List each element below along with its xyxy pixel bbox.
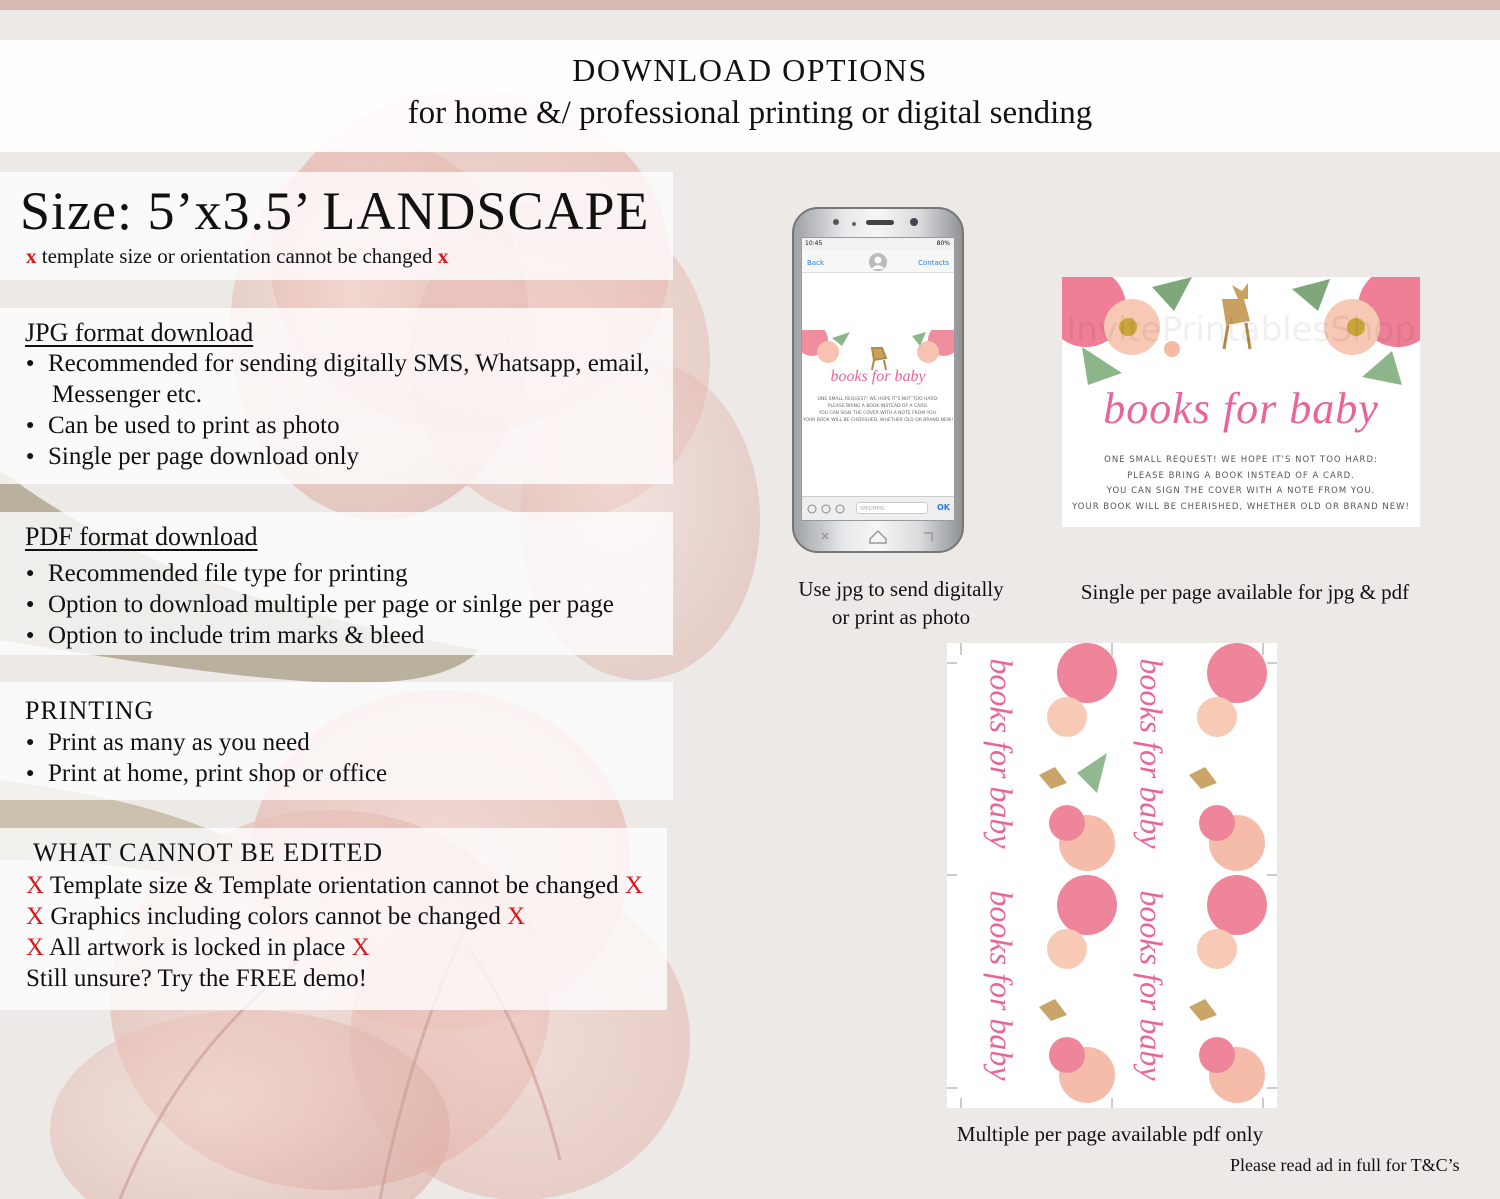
mini-card-line: YOUR BOOK WILL BE CHERISHED, WHETHER OLD OR BRAND NEW! (802, 418, 954, 423)
single-card-preview (1062, 277, 1420, 527)
red-x-icon: X (26, 872, 45, 899)
multi-card-script-title: books for baby (1133, 890, 1170, 1081)
single-card-line: YOU CAN SIGN THE COVER WITH A NOTE FROM YOU. (1106, 486, 1376, 496)
phone-caption (780, 575, 1022, 631)
cannot-edit-panel (0, 828, 667, 1010)
cannot-edit-title: WHAT CANNOT BE EDITED (33, 838, 384, 867)
printing-panel (0, 682, 673, 800)
list-item (24, 348, 650, 410)
multi-card-script-title: books for baby (983, 890, 1020, 1081)
size-title: Size: 5’x3.5’ LANDSCAPE (20, 181, 650, 241)
printing-list (24, 727, 387, 789)
red-x-icon: x (26, 244, 37, 268)
multi-card-script-title: books for baby (1133, 658, 1170, 849)
contact-avatar-icon (868, 252, 888, 272)
contacts-link[interactable]: Contacts (918, 259, 949, 267)
printing-section-title: PRINTING (25, 696, 155, 725)
red-x-icon: X (624, 872, 643, 899)
phone-mockup (792, 207, 964, 553)
size-note-text: template size or orientation cannot be changed (36, 244, 438, 268)
list-item: ● Can be used to print as photo (24, 410, 650, 441)
phone-home-buttons (792, 519, 964, 551)
sms-ok-button[interactable]: OK (937, 503, 950, 512)
cannot-edit-line (26, 872, 643, 900)
cannot-edit-line (26, 903, 525, 931)
list-item: ● Single per page download only (24, 441, 650, 472)
single-card-text (1062, 453, 1420, 515)
red-x-icon: X (507, 903, 526, 930)
red-x-icon: X (26, 903, 45, 930)
back-link[interactable]: Back (807, 259, 824, 267)
mini-card-line: YOU CAN SIGN THE COVER WITH A NOTE FROM YOU. (818, 411, 938, 416)
single-card-line: ONE SMALL REQUEST! WE HOPE IT'S NOT TOO HARD: (1104, 455, 1378, 465)
list-item: ● Print at home, print shop or office (24, 758, 387, 789)
red-x-icon: X (351, 934, 370, 961)
cannot-edit-text: Graphics including colors cannot be changed (50, 903, 501, 930)
cannot-edit-line (26, 934, 370, 962)
phone-screen (801, 237, 955, 521)
single-card-line: YOUR BOOK WILL BE CHERISHED, WHETHER OLD OR BRAND NEW! (1072, 501, 1410, 512)
jpg-section-title: JPG format download (25, 318, 254, 347)
list-item-text: Recommended for sending digitally SMS, Whatsapp, email, (48, 350, 650, 377)
mini-card-text (802, 396, 954, 424)
red-x-icon: X (26, 934, 45, 961)
single-card-script-title: books for baby (1103, 384, 1379, 433)
phone-status-bar (802, 238, 954, 250)
mini-card-line: PLEASE BRING A BOOK INSTEAD OF A CARD. (827, 404, 929, 409)
cannot-edit-text: All artwork is locked in place (48, 934, 346, 961)
size-note (26, 244, 448, 269)
pdf-section-title: PDF format download (25, 522, 258, 551)
watermark-text: InvitePrintablesShop (1066, 310, 1416, 350)
jpg-panel (0, 308, 673, 484)
mini-card-line: ONE SMALL REQUEST! WE HOPE IT'S NOT TOO HARD: (817, 397, 939, 402)
list-item: ● Recommended file type for printing (24, 558, 614, 589)
free-demo-text: Still unsure? Try the FREE demo! (26, 965, 367, 992)
page-subtitle: for home &/ professional printing or digital sending (407, 95, 1093, 131)
phone-caption-line: Use jpg to send digitally (798, 577, 1004, 601)
pdf-list (24, 558, 614, 651)
phone-nav-bar (802, 250, 954, 273)
phone-top-sensors (792, 207, 964, 237)
size-panel (0, 172, 673, 280)
single-card-line: PLEASE BRING A BOOK INSTEAD OF A CARD. (1127, 470, 1355, 481)
cannot-edit-text: Template size & Template orientation cannot be changed (49, 872, 619, 899)
compose-icons (806, 503, 846, 515)
multi-card-sheet-preview (947, 643, 1277, 1108)
sms-input[interactable]: SMS/MMS (856, 502, 928, 514)
list-item-text: Messenger etc. (52, 381, 202, 408)
multi-caption: Multiple per page available pdf only (956, 1122, 1264, 1146)
list-item: ● Option to include trim marks & bleed (24, 620, 614, 651)
page-title: DOWNLOAD OPTIONS (572, 52, 928, 88)
phone-caption-line: or print as photo (831, 605, 971, 629)
header-banner (0, 40, 1500, 152)
phone-time: 10:45 (805, 240, 823, 247)
red-x-icon: x (437, 244, 449, 268)
single-caption: Single per page available for jpg & pdf (1080, 580, 1410, 604)
mini-card-script-title: books for baby (830, 368, 926, 385)
list-item: ● Print as many as you need (24, 727, 387, 758)
jpg-list (24, 348, 650, 472)
list-item: ● Option to download multiple per page or sinlge per page (24, 589, 614, 620)
sms-compose-bar (802, 496, 954, 521)
phone-battery: 80% (936, 240, 950, 247)
terms-footnote: Please read ad in full for T&C’s (1230, 1155, 1460, 1175)
phone-message-card (802, 330, 954, 438)
pdf-panel (0, 512, 673, 655)
multi-card-script-title: books for baby (983, 658, 1020, 849)
